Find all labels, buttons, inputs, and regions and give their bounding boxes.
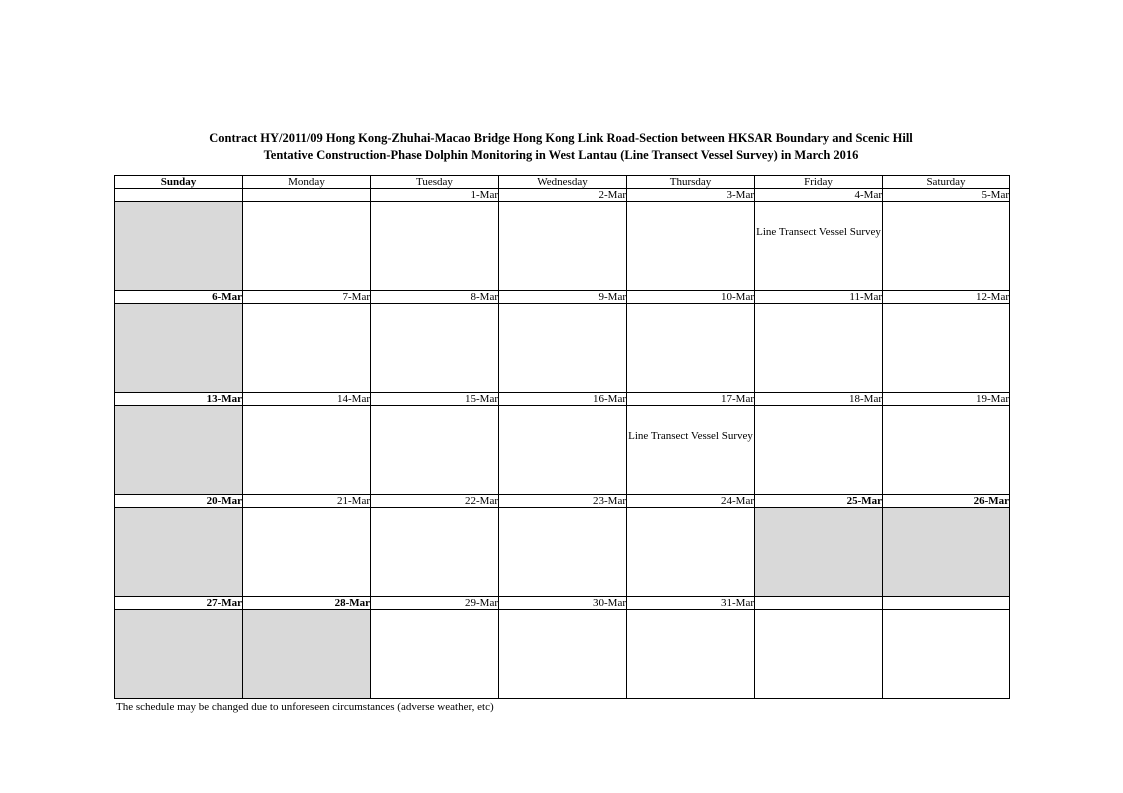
date-cell: 5-Mar <box>883 189 1010 202</box>
date-cell: 17-Mar <box>627 393 755 406</box>
day-cell <box>115 304 243 393</box>
day-cell <box>499 304 627 393</box>
day-cell <box>499 406 627 495</box>
event-row <box>115 304 1010 393</box>
event-label <box>755 508 882 532</box>
event-row <box>115 610 1010 699</box>
date-cell: 24-Mar <box>627 495 755 508</box>
event-label <box>371 610 498 634</box>
date-cell: 6-Mar <box>115 291 243 304</box>
day-cell <box>371 304 499 393</box>
event-label <box>371 406 498 430</box>
day-cell <box>755 406 883 495</box>
date-cell: 13-Mar <box>115 393 243 406</box>
day-cell <box>499 202 627 291</box>
date-row <box>115 393 1010 406</box>
date-cell: 21-Mar <box>243 495 371 508</box>
date-cell: 30-Mar <box>499 597 627 610</box>
weekday-header: Friday <box>755 176 883 189</box>
day-cell <box>883 202 1010 291</box>
date-cell: 26-Mar <box>883 495 1010 508</box>
event-label <box>243 610 370 634</box>
day-cell <box>883 406 1010 495</box>
day-cell <box>115 406 243 495</box>
event-label <box>499 202 626 226</box>
event-row <box>115 508 1010 597</box>
day-cell <box>243 610 371 699</box>
event-label <box>883 508 1009 532</box>
day-cell <box>883 304 1010 393</box>
date-cell: 31-Mar <box>627 597 755 610</box>
date-cell: 22-Mar <box>371 495 499 508</box>
day-cell <box>243 406 371 495</box>
event-label <box>243 304 370 328</box>
event-label <box>115 202 242 226</box>
day-cell <box>243 304 371 393</box>
weekday-header: Wednesday <box>499 176 627 189</box>
event-label <box>499 508 626 532</box>
event-label <box>371 304 498 328</box>
schedule-footnote: The schedule may be changed due to unforeseen circumstances (adverse weather, etc) <box>116 701 494 713</box>
date-row <box>115 291 1010 304</box>
day-cell <box>371 610 499 699</box>
day-cell <box>755 610 883 699</box>
day-cell <box>243 508 371 597</box>
weekday-header-row <box>115 176 1010 189</box>
day-cell <box>627 304 755 393</box>
event-row <box>115 406 1010 495</box>
event-label <box>115 304 242 328</box>
date-cell: 3-Mar <box>627 189 755 202</box>
date-cell <box>243 189 371 202</box>
day-cell <box>627 406 755 495</box>
calendar-table <box>114 175 1010 699</box>
event-label <box>115 406 242 430</box>
date-cell: 16-Mar <box>499 393 627 406</box>
date-cell: 23-Mar <box>499 495 627 508</box>
event-label <box>627 202 754 226</box>
day-cell <box>883 610 1010 699</box>
day-cell <box>499 508 627 597</box>
date-row <box>115 189 1010 202</box>
day-cell <box>627 508 755 597</box>
date-cell: 27-Mar <box>115 597 243 610</box>
event-label <box>243 406 370 430</box>
event-label <box>371 202 498 226</box>
day-cell <box>115 508 243 597</box>
date-cell: 18-Mar <box>755 393 883 406</box>
event-label <box>243 202 370 226</box>
day-cell <box>371 508 499 597</box>
event-label <box>755 304 882 328</box>
day-cell <box>115 202 243 291</box>
date-cell: 4-Mar <box>755 189 883 202</box>
event-label <box>883 304 1009 328</box>
date-cell: 9-Mar <box>499 291 627 304</box>
day-cell <box>243 202 371 291</box>
event-label <box>115 508 242 532</box>
day-cell <box>499 610 627 699</box>
weekday-header: Thursday <box>627 176 755 189</box>
event-label <box>243 508 370 532</box>
date-cell: 14-Mar <box>243 393 371 406</box>
day-cell <box>627 202 755 291</box>
day-cell <box>627 610 755 699</box>
date-cell: 8-Mar <box>371 291 499 304</box>
event-label <box>371 508 498 532</box>
date-cell: 19-Mar <box>883 393 1010 406</box>
date-cell: 10-Mar <box>627 291 755 304</box>
date-cell: 12-Mar <box>883 291 1010 304</box>
day-cell <box>371 202 499 291</box>
date-cell: 29-Mar <box>371 597 499 610</box>
event-label <box>499 406 626 430</box>
date-cell: 28-Mar <box>243 597 371 610</box>
date-cell: 20-Mar <box>115 495 243 508</box>
event-row <box>115 202 1010 291</box>
day-cell <box>371 406 499 495</box>
date-cell <box>755 597 883 610</box>
date-row <box>115 495 1010 508</box>
weekday-header: Sunday <box>115 176 243 189</box>
event-label <box>883 202 1009 226</box>
event-label <box>499 610 626 634</box>
day-cell <box>755 202 883 291</box>
event-label <box>883 406 1009 430</box>
date-cell: 25-Mar <box>755 495 883 508</box>
event-label: Line Transect Vessel Survey <box>628 430 753 442</box>
event-label <box>883 610 1009 634</box>
date-row <box>115 597 1010 610</box>
document-title: Contract HY/2011/09 Hong Kong-Zhuhai-Macao Bridge Hong Kong Link Road-Section between HKSAR Boundary and Scenic Hill <box>209 131 913 145</box>
event-label <box>755 610 882 634</box>
event-label <box>499 304 626 328</box>
day-cell <box>115 610 243 699</box>
weekday-header: Monday <box>243 176 371 189</box>
date-cell <box>883 597 1010 610</box>
date-cell: 15-Mar <box>371 393 499 406</box>
day-cell <box>755 304 883 393</box>
date-cell: 7-Mar <box>243 291 371 304</box>
date-cell: 2-Mar <box>499 189 627 202</box>
weekday-header: Saturday <box>883 176 1010 189</box>
document-subtitle: Tentative Construction-Phase Dolphin Monitoring in West Lantau (Line Transect Vessel Survey) in March 2016 <box>263 148 859 162</box>
event-label <box>755 406 882 430</box>
date-cell: 1-Mar <box>371 189 499 202</box>
event-label <box>627 610 754 634</box>
event-label: Line Transect Vessel Survey <box>756 226 881 238</box>
weekday-header: Tuesday <box>371 176 499 189</box>
date-cell: 11-Mar <box>755 291 883 304</box>
date-cell <box>115 189 243 202</box>
day-cell <box>755 508 883 597</box>
event-label <box>627 304 754 328</box>
event-label <box>115 610 242 634</box>
day-cell <box>883 508 1010 597</box>
event-label <box>627 508 754 532</box>
